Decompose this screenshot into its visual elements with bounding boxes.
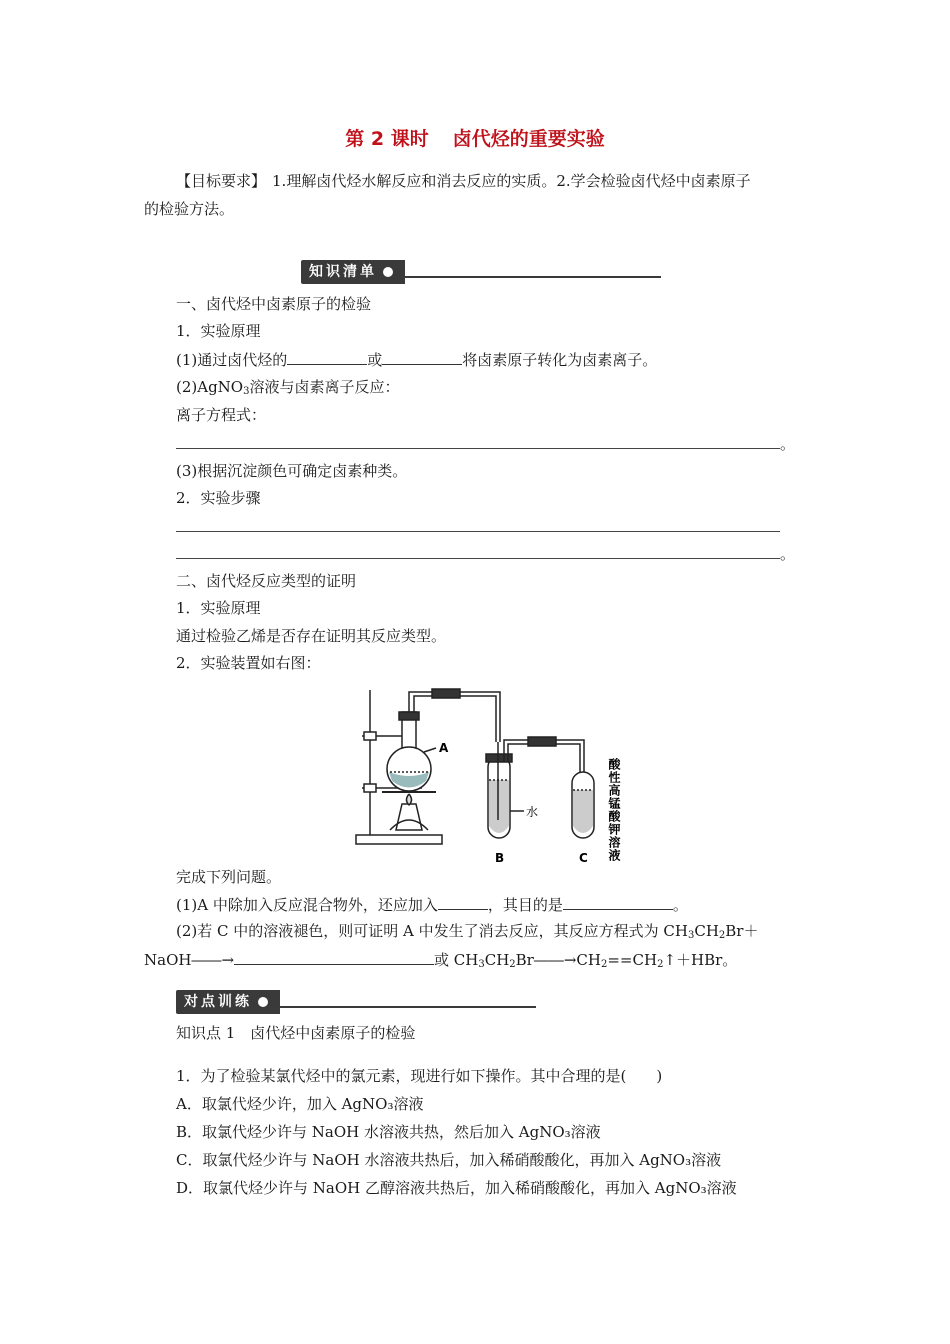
text: CH — [694, 922, 719, 940]
stopper — [399, 712, 419, 720]
mcq-option-d[interactable]: D．取氯代烃少许与 NaOH 乙醇溶液共热后，加入稀硝酸酸化，再加入 AgNO₃溶液 — [176, 1179, 737, 1197]
goals-line2: 的检验方法。 — [144, 200, 235, 218]
delivery-tube-1 — [409, 692, 500, 742]
s1-ion-label: 离子方程式： — [176, 406, 267, 424]
bullet-dot-icon — [383, 267, 393, 277]
blank-1[interactable] — [287, 349, 367, 365]
questions-intro: 完成下列问题。 — [176, 868, 282, 886]
subscript: 3 — [243, 386, 250, 397]
bullet-dot-icon — [258, 997, 268, 1007]
s2-heading: 二、卤代烃反应类型的证明 — [176, 572, 357, 590]
question-2-line2 — [144, 949, 737, 975]
text: ==CH — [607, 951, 658, 969]
banner-rule — [405, 276, 661, 278]
s1-p1-3: (3)根据沉淀颜色可确定卤素种类。 — [176, 462, 408, 480]
text: NaOH――→ — [144, 951, 235, 969]
period-1: 。 — [780, 435, 796, 453]
answer-line-steps-2[interactable] — [176, 558, 780, 559]
label-a: A — [439, 741, 449, 755]
title-lesson: 第 2 课时 — [345, 128, 429, 150]
text: (1)A 中除加入反应混合物外，还应加入 — [176, 896, 438, 914]
subscript: 2 — [718, 930, 726, 941]
label-c: C — [579, 851, 588, 865]
goals-text: 1.理解卤代烃水解反应和消去反应的实质。2.学会检验卤代烃中卤素原子 — [272, 172, 751, 190]
text: 。 — [672, 896, 688, 914]
subscript: 3 — [478, 959, 485, 970]
alcohol-lamp — [396, 804, 422, 830]
apparatus-figure — [352, 680, 642, 870]
text: (2)AgNO — [176, 378, 244, 396]
text: Br――→CH — [515, 951, 601, 969]
title-topic: 卤代烃的重要实验 — [452, 128, 605, 150]
subscript: 2 — [509, 959, 516, 970]
banner-label: 知识清单 — [309, 264, 377, 280]
blank-q2[interactable] — [234, 949, 434, 965]
s2-p2-title: 2．实验装置如右图： — [176, 654, 321, 672]
stand-base — [356, 835, 442, 844]
text: ↑＋HBr。 — [663, 951, 738, 969]
text: ，其目的是 — [487, 896, 563, 914]
blank-q1-2[interactable] — [563, 894, 673, 910]
blank-2[interactable] — [382, 349, 462, 365]
text: 将卤素原子转化为卤素离子。 — [462, 351, 658, 369]
period-2: 。 — [780, 545, 796, 563]
knowledge-point-1: 知识点 1 卤代烃中卤素原子的检验 — [176, 1024, 416, 1042]
banner-label: 对点训练 — [184, 994, 252, 1010]
mcq-option-c[interactable]: C．取氯代烃少许与 NaOH 水溶液共热后，加入稀硝酸酸化，再加入 AgNO₃溶液 — [176, 1151, 722, 1169]
subscript: 2 — [657, 959, 664, 970]
text: 溶液与卤素离子反应： — [249, 378, 400, 396]
mcq-option-a[interactable]: A．取氯代烃少许，加入 AgNO₃溶液 — [176, 1095, 424, 1113]
s1-p1-title: 1．实验原理 — [176, 322, 261, 340]
blank-q1-1[interactable] — [438, 894, 488, 910]
subscript: 2 — [600, 959, 608, 970]
question-1 — [176, 894, 688, 915]
goals-label: 【目标要求】 — [176, 172, 267, 190]
section-banner-practice — [176, 990, 536, 1014]
rubber-joint-2 — [528, 737, 556, 746]
banner-rule — [280, 1006, 536, 1008]
s1-p2-title: 2．实验步骤 — [176, 489, 261, 507]
s1-p1-2 — [176, 377, 400, 402]
text: CH — [484, 951, 510, 969]
text: 或 — [367, 351, 383, 369]
section-banner-knowledge — [301, 260, 661, 284]
mcq-option-b[interactable]: B．取氯代烃少许与 NaOH 水溶液共热，然后加入 AgNO₃溶液 — [176, 1123, 601, 1141]
text: (1)通过卤代烃的 — [176, 351, 288, 369]
page-title — [0, 126, 950, 152]
answer-line-steps-1[interactable] — [176, 531, 780, 532]
s2-p1-text: 通过检验乙烯是否存在证明其反应类型。 — [176, 627, 447, 645]
text: 或 CH — [434, 951, 479, 969]
mcq-stem: 1．为了检验某氯代烃中的氯元素，现进行如下操作。其中合理的是( ) — [176, 1067, 663, 1085]
goals-line1 — [176, 171, 751, 191]
s1-p1-1 — [176, 349, 657, 370]
text: Br＋ — [725, 922, 759, 940]
text: (2)若 C 中的溶液褪色，则可证明 A 中发生了消去反应，其反应方程式为 CH — [176, 922, 688, 940]
answer-line-ion[interactable] — [176, 448, 780, 449]
subscript: 3 — [687, 930, 695, 941]
label-b: B — [495, 851, 505, 865]
rubber-joint-1 — [432, 689, 460, 698]
s2-p1-title: 1．实验原理 — [176, 599, 261, 617]
label-water: 水 — [526, 805, 539, 819]
s1-heading: 一、卤代烃中卤素原子的检验 — [176, 295, 372, 313]
label-reagent: 酸性高锰酸钾溶液 — [607, 758, 621, 862]
question-2-line1 — [176, 921, 758, 946]
